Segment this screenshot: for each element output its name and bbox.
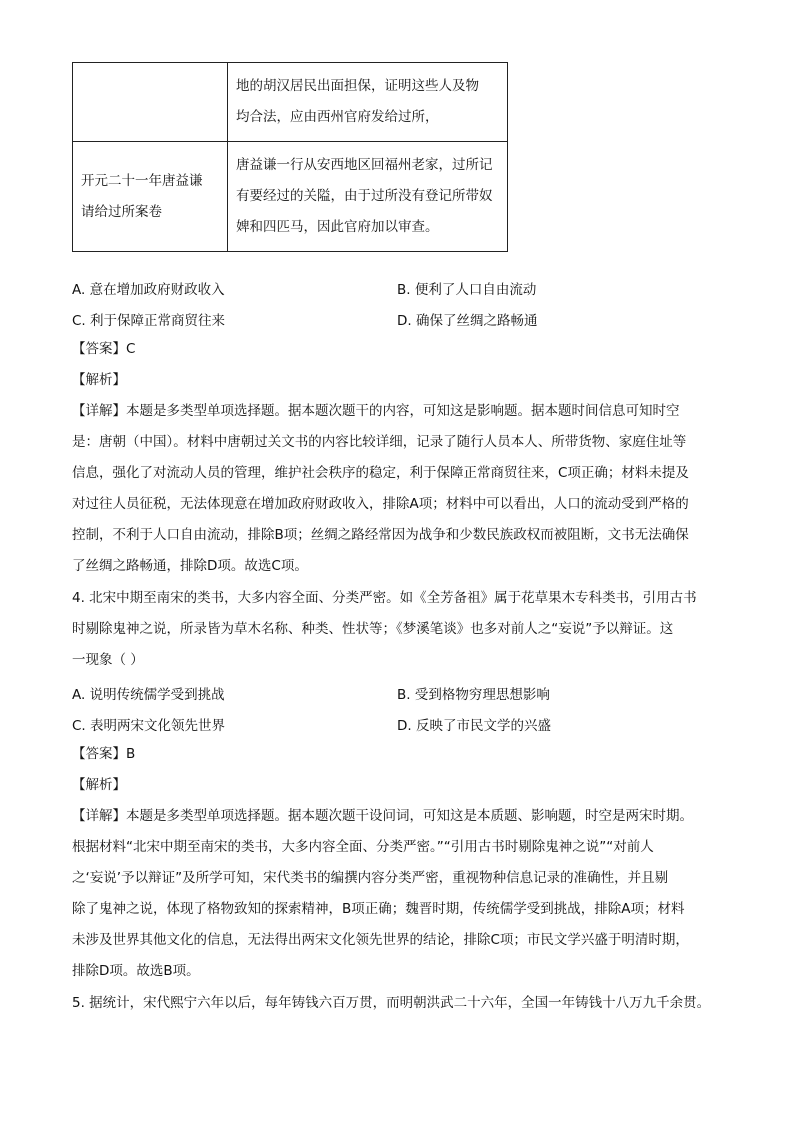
table-text-line: 均合法，应由西州官府发给过所，: [236, 109, 439, 125]
q5-stem: [72, 988, 742, 1019]
q3-option-b: B. 便利了人口自由流动: [397, 282, 537, 298]
q3-option-d: D. 确保了丝绸之路畅通: [397, 313, 538, 329]
table-text-line: 地的胡汉居民出面担保，证明这些人及物: [236, 78, 479, 94]
q4-detail-line: 【详解】本题是多类型单项选择题。据本题次题干设问词，可知这是本质题、影响题，时空是两宋时期。: [72, 808, 693, 824]
q3-solution: [72, 334, 742, 582]
q3-detail-line: 控制，不利于人口自由流动，排除B项；丝绸之路经常因为战争和少数民族政权而被阻断，文书无法确保: [72, 527, 689, 543]
q4-option-a: A. 说明传统儒学受到挑战: [72, 687, 225, 703]
table-cell-right: [228, 63, 508, 142]
q4-answer: 【答案】B: [72, 746, 136, 762]
q3-detail-line: 是：唐朝（中国）。材料中唐朝过关文书的内容比较详细，记录了随行人员本人、所带货物、家庭住址等: [72, 434, 687, 450]
q4-detail-line: 排除D项。故选B项。: [72, 963, 200, 979]
q3-option-a: A. 意在增加政府财政收入: [72, 282, 225, 298]
q4-stem-line: 4. 北宋中期至南宋的类书，大多内容全面、分类严密。如《全芳备祖》属于花草果木专科类书，引用古书: [72, 590, 697, 606]
q4-option-d: D. 反映了市民文学的兴盛: [397, 718, 551, 734]
q3-option-c: C. 利于保障正常商贸往来: [72, 313, 226, 329]
q4-stem-line: 一现象（ ）: [72, 652, 144, 668]
q4-detail-line: 除了鬼神之说，体现了格物致知的探索精神，B项正确；魏晋时期，传统儒学受到挑战，排除A项；材料: [72, 901, 685, 917]
q4-detail-line: 之‘妄说’予以辩证”及所学可知，宋代类书的编撰内容分类严密，重视物种信息记录的准确性，并且剔: [72, 870, 669, 886]
table-text-line: 开元二十一年唐益谦: [81, 172, 203, 189]
q4-detail-line: 根据材料“北宋中期至南宋的类书，大多内容全面、分类严密。”“引用古书时剔除鬼神之说”“对前人: [72, 839, 654, 855]
q4-stem-line: 时剔除鬼神之说，所录皆为草木名称、种类、性状等；《梦溪笔谈》也多对前人之“妄说”予以辩证。这: [72, 621, 674, 637]
table-text-line: 有要经过的关隘，由于过所没有登记所带奴: [236, 188, 493, 204]
table-row: [73, 63, 508, 142]
q5-stem-line: 5. 据统计，宋代熙宁六年以后，每年铸钱六百万贯，而明朝洪武二十六年，全国一年铸钱十八万九千余贯。: [72, 995, 711, 1011]
q3-analysis-label: 【解析】: [72, 372, 126, 388]
table-row: [73, 142, 508, 252]
table-cell-right: [228, 142, 508, 252]
q4-option-c: C. 表明两宋文化领先世界: [72, 718, 226, 734]
q3-detail-line: 对过往人员征税，无法体现意在增加政府财政收入，排除A项；材料中可以看出，人口的流动受到严格的: [72, 496, 689, 512]
table-text-line: 请给过所案卷: [81, 203, 162, 220]
q3-answer: 【答案】C: [72, 341, 136, 357]
q4-option-b: B. 受到格物穷理思想影响: [397, 687, 550, 703]
table-text-line: 婢和四匹马，因此官府加以审查。: [236, 219, 439, 235]
q3-detail-line: 了丝绸之路畅通，排除D项。故选C项。: [72, 558, 308, 574]
q4-detail-line: 未涉及世界其他文化的信息，无法得出两宋文化领先世界的结论，排除C项；市民文学兴盛于明清时期，: [72, 932, 689, 948]
q4-analysis-label: 【解析】: [72, 777, 126, 793]
q4-solution: [72, 739, 742, 987]
source-table: [72, 62, 508, 252]
table-cell-left: [73, 142, 228, 252]
q3-detail-line: 【详解】本题是多类型单项选择题。据本题次题干的内容，可知这是影响题。据本题时间信息可知时空: [72, 403, 680, 419]
table-cell-left: [73, 63, 228, 142]
q4-stem: [72, 583, 742, 676]
table-text-line: 唐益谦一行从安西地区回福州老家，过所记: [236, 157, 493, 173]
q3-detail-line: 信息，强化了对流动人员的管理，维护社会秩序的稳定，利于保障正常商贸往来，C项正确；材料未提及: [72, 465, 689, 481]
